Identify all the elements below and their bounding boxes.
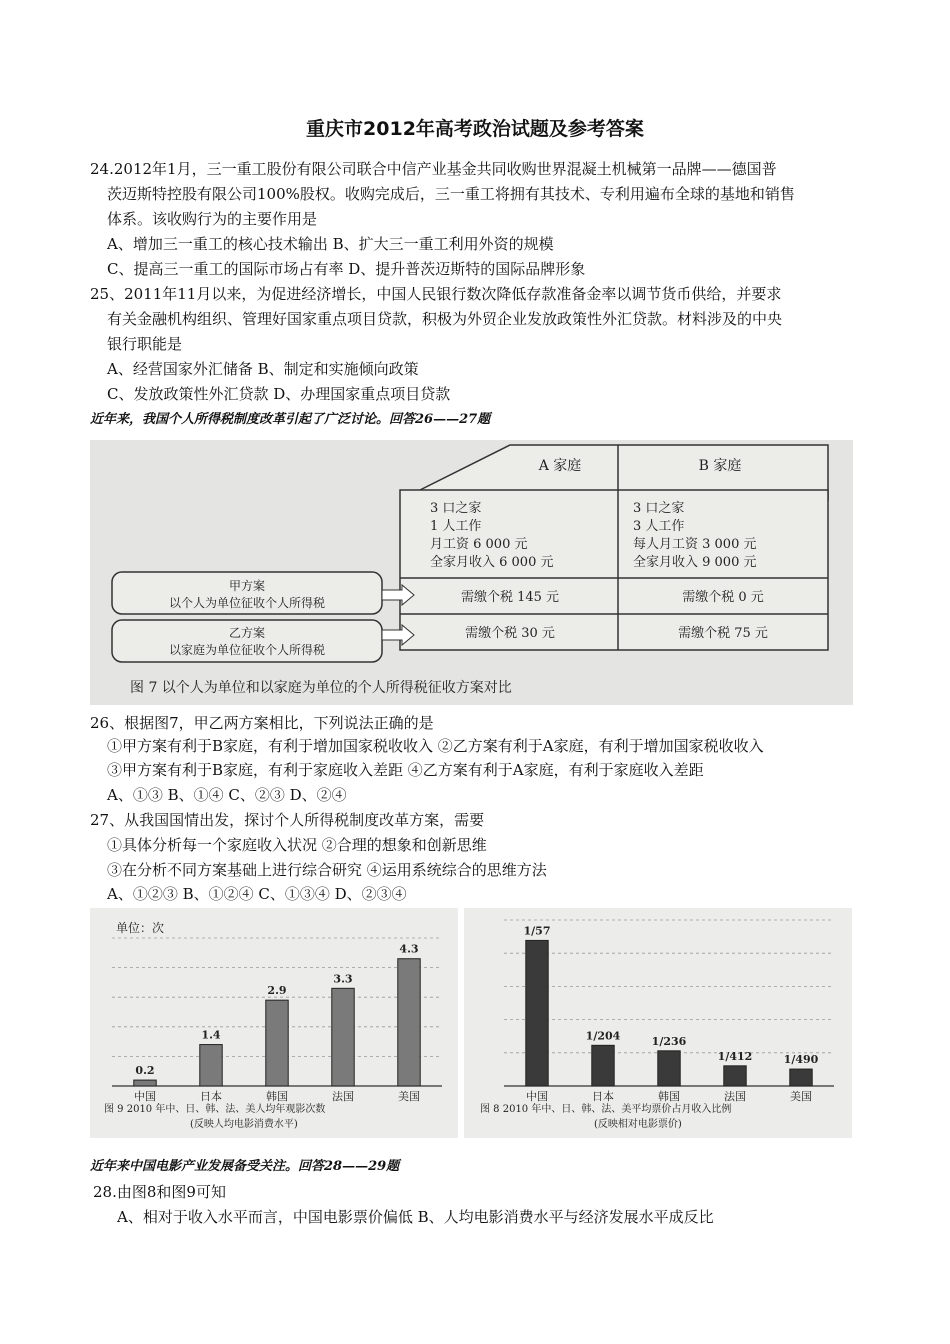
q24-option-ab: A、增加三一重工的核心技术输出 B、扩大三一重工利用外资的规模 bbox=[107, 235, 554, 253]
q27-item-34: ③在分析不同方案基础上进行综合研究 ④运用系统综合的思维方法 bbox=[107, 861, 547, 879]
chart8-bar bbox=[658, 1051, 680, 1086]
chart9-title: 图 9 2010 年中、日、韩、法、美人均年观影次数 bbox=[104, 1104, 326, 1115]
figure-7-caption: 图 7 以个人为单位和以家庭为单位的个人所得税征收方案对比 bbox=[130, 680, 512, 696]
chart8-data-label: 1/204 bbox=[585, 1029, 621, 1043]
chart8-tick-label: 日本 bbox=[592, 1090, 614, 1103]
chart8-data-label: 1/57 bbox=[523, 924, 551, 938]
chart8-tick-label: 中国 bbox=[526, 1090, 548, 1103]
q26-stem: 26、根据图7，甲乙两方案相比，下列说法正确的是 bbox=[90, 714, 434, 732]
q25-option-ab: A、经营国家外汇储备 B、制定和实施倾向政策 bbox=[107, 360, 419, 378]
chart9-subtitle: (反映人均电影消费水平) bbox=[190, 1119, 298, 1130]
chart9-tick-label: 日本 bbox=[200, 1090, 222, 1103]
chart9-data-label: 0.2 bbox=[135, 1064, 155, 1078]
chart8-tick-label: 美国 bbox=[790, 1090, 812, 1103]
chart8-data-label: 1/490 bbox=[783, 1053, 819, 1067]
chart9-bar bbox=[266, 1000, 288, 1086]
family-b-info-4: 全家月收入 9 000 元 bbox=[633, 555, 757, 570]
q28-options: A、相对于收入水平而言，中国电影票价偏低 B、人均电影消费水平与经济发展水平成反比 bbox=[117, 1208, 714, 1226]
plan-jia-desc: 以个人为单位征收个人所得税 bbox=[168, 596, 326, 610]
q25-line-2: 有关金融机构组织、管理好国家重点项目贷款，积极为外贸企业发放政策性外汇贷款。材料涉及的中央 bbox=[107, 310, 783, 328]
q27-item-12: ①具体分析每一个家庭收入状况 ②合理的想象和创新思维 bbox=[107, 836, 487, 854]
figure-7 bbox=[90, 440, 853, 705]
family-b-info-2: 3 人工作 bbox=[633, 519, 685, 534]
chart8-data-label: 1/412 bbox=[717, 1049, 753, 1063]
chart9-tick-label: 中国 bbox=[134, 1090, 156, 1103]
family-a-info-3: 月工资 6 000 元 bbox=[430, 537, 528, 552]
family-a-info-4: 全家月收入 6 000 元 bbox=[430, 555, 554, 570]
q27-options: A、①②③ B、①②④ C、①③④ D、②③④ bbox=[107, 885, 407, 903]
chart8-title: 图 8 2010 年中、日、韩、法、美平均票价占月收入比例 bbox=[480, 1104, 732, 1115]
figure-8-chart bbox=[464, 908, 852, 1138]
q25-line-3: 银行职能是 bbox=[107, 335, 183, 353]
q27-stem: 27、从我国国情出发，探讨个人所得税制度改革方案，需要 bbox=[90, 811, 485, 829]
chart9-bar bbox=[134, 1080, 156, 1086]
family-b-header: B 家庭 bbox=[698, 458, 742, 474]
figure-9-chart bbox=[90, 908, 458, 1138]
figure-8 bbox=[464, 908, 852, 1138]
figure-9 bbox=[90, 908, 458, 1138]
chart9-unit-label: 单位：次 bbox=[116, 921, 165, 935]
chart8-bar bbox=[592, 1045, 614, 1086]
q26-options: A、①③ B、①④ C、②③ D、②④ bbox=[107, 786, 347, 804]
q24-line-3: 体系。该收购行为的主要作用是 bbox=[107, 210, 318, 228]
chart9-bar bbox=[332, 988, 354, 1086]
jia-a-tax: 需缴个税 145 元 bbox=[460, 590, 560, 605]
chart8-data-label: 1/236 bbox=[651, 1034, 687, 1048]
figure-7-diagram bbox=[90, 440, 853, 705]
chart9-data-label: 3.3 bbox=[333, 972, 353, 986]
q24-line-2: 茨迈斯特控股有限公司100%股权。收购完成后，三一重工将拥有其技术、专利用遍布全球的基地和销售 bbox=[107, 185, 795, 203]
q26-item-12: ①甲方案有利于B家庭，有利于增加国家税收收入 ②乙方案有利于A家庭，有利于增加国家税收收入 bbox=[107, 737, 764, 755]
chart9-data-label: 4.3 bbox=[399, 942, 419, 956]
q24-line-1: 24.2012年1月，三一重工股份有限公司联合中信产业基金共同收购世界混凝土机械第一品牌——德国普 bbox=[90, 160, 777, 178]
plan-jia-name: 甲方案 bbox=[228, 579, 266, 593]
family-a-header: A 家庭 bbox=[538, 458, 582, 474]
chart9-bar bbox=[200, 1045, 222, 1086]
q24-option-cd: C、提高三一重工的国际市场占有率 D、提升普茨迈斯特的国际品牌形象 bbox=[107, 260, 586, 278]
yi-a-tax: 需缴个税 30 元 bbox=[465, 626, 555, 641]
intro-26-27: 近年来，我国个人所得税制度改革引起了广泛讨论。回答26——27题 bbox=[90, 412, 491, 427]
plan-yi-name: 乙方案 bbox=[228, 626, 266, 640]
chart9-data-label: 2.9 bbox=[267, 984, 287, 998]
family-a-info-1: 3 口之家 bbox=[430, 501, 482, 516]
chart8-subtitle: (反映相对电影票价) bbox=[594, 1119, 682, 1130]
chart9-data-label: 1.4 bbox=[201, 1028, 221, 1042]
family-b-info-3: 每人月工资 3 000 元 bbox=[633, 537, 757, 552]
q25-line-1: 25、2011年11月以来，为促进经济增长，中国人民银行数次降低存款准备金率以调节货币供给，并要求 bbox=[90, 285, 782, 303]
plan-yi-desc: 以家庭为单位征收个人所得税 bbox=[168, 643, 326, 657]
chart8-tick-label: 法国 bbox=[724, 1090, 746, 1103]
q28-stem: 28.由图8和图9可知 bbox=[93, 1183, 226, 1201]
intro-28-29: 近年来中国电影产业发展备受关注。回答28——29题 bbox=[90, 1159, 400, 1174]
chart9-tick-label: 美国 bbox=[398, 1090, 420, 1103]
jia-b-tax: 需缴个税 0 元 bbox=[682, 590, 764, 605]
chart8-bar bbox=[790, 1069, 812, 1086]
q25-option-cd: C、发放政策性外汇贷款 D、办理国家重点项目贷款 bbox=[107, 385, 451, 403]
family-a-info-2: 1 人工作 bbox=[430, 519, 482, 534]
chart9-tick-label: 韩国 bbox=[266, 1090, 288, 1103]
yi-b-tax: 需缴个税 75 元 bbox=[678, 626, 768, 641]
page-title: 重庆市2012年高考政治试题及参考答案 bbox=[306, 118, 644, 140]
chart9-bar bbox=[398, 959, 420, 1086]
chart8-bar bbox=[526, 940, 548, 1086]
q26-item-34: ③甲方案有利于B家庭，有利于家庭收入差距 ④乙方案有利于A家庭，有利于家庭收入差距 bbox=[107, 761, 704, 779]
chart8-bar bbox=[724, 1066, 746, 1086]
family-b-info-1: 3 口之家 bbox=[633, 501, 685, 516]
chart9-tick-label: 法国 bbox=[332, 1090, 354, 1103]
chart8-tick-label: 韩国 bbox=[658, 1090, 680, 1103]
